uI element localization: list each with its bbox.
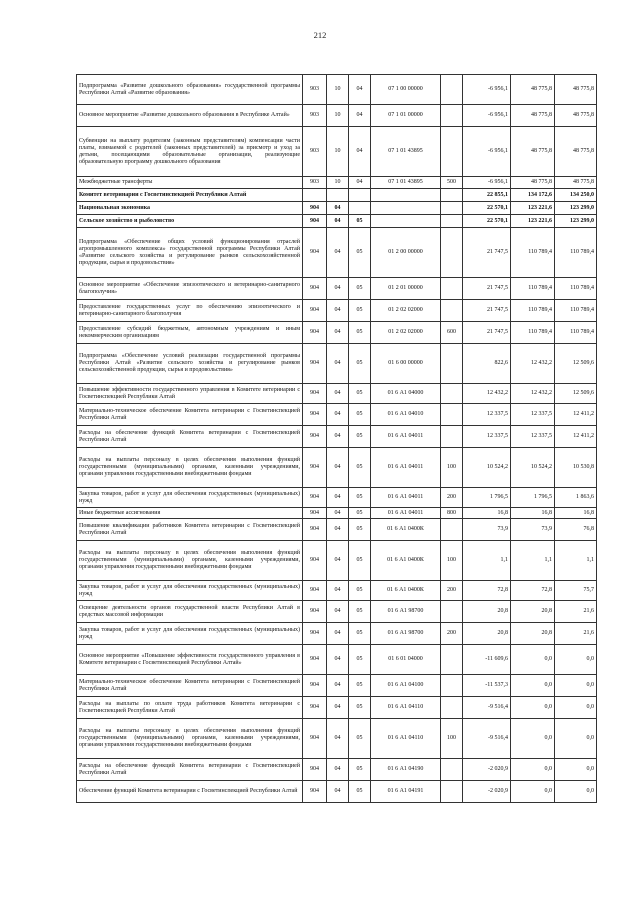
amount-year3-cell: 110 789,4 <box>555 278 597 300</box>
amount-year2-cell: 10 524,2 <box>511 448 555 488</box>
amount-year3-cell: 21,6 <box>555 601 597 623</box>
expense-type-cell <box>441 105 463 127</box>
table-row <box>77 781 597 803</box>
section-code-cell: 04 <box>327 278 349 300</box>
amount-year2-cell: 0,0 <box>511 675 555 697</box>
subsection-code-cell: 05 <box>349 344 371 384</box>
admin-code-cell: 903 <box>303 127 327 177</box>
amount-year3-cell: 110 789,4 <box>555 300 597 322</box>
admin-code-cell: 904 <box>303 519 327 541</box>
subsection-code-cell: 05 <box>349 519 371 541</box>
admin-code-cell: 903 <box>303 75 327 105</box>
amount-year1-cell: 21 747,5 <box>463 278 511 300</box>
amount-year2-cell: 110 789,4 <box>511 278 555 300</box>
amount-year1-cell: -11 537,3 <box>463 675 511 697</box>
expense-type-cell <box>441 426 463 448</box>
expense-type-cell <box>441 202 463 215</box>
expense-type-cell <box>441 215 463 228</box>
amount-year2-cell: 48 775,8 <box>511 75 555 105</box>
amount-year2-cell: 0,0 <box>511 645 555 675</box>
amount-year1-cell: 16,8 <box>463 508 511 519</box>
admin-code-cell: 904 <box>303 202 327 215</box>
amount-year2-cell: 1,1 <box>511 541 555 581</box>
subsection-code-cell: 05 <box>349 781 371 803</box>
table-row <box>77 623 597 645</box>
amount-year1-cell: 20,8 <box>463 623 511 645</box>
amount-year3-cell: 0,0 <box>555 781 597 803</box>
amount-year3-cell: 1 863,6 <box>555 488 597 508</box>
table-row <box>77 384 597 404</box>
row-name-cell: Предоставление государственных услуг по обеспечению эпизоотического и ветеринарно-санитарного благополучия <box>77 300 303 322</box>
target-article-cell: 01 6 А1 04010 <box>371 404 441 426</box>
section-code-cell: 10 <box>327 127 349 177</box>
admin-code-cell: 904 <box>303 759 327 781</box>
amount-year2-cell: 72,8 <box>511 581 555 601</box>
target-article-cell: 01 6 01 04000 <box>371 645 441 675</box>
section-code-cell: 04 <box>327 623 349 645</box>
admin-code-cell: 904 <box>303 675 327 697</box>
admin-code-cell: 904 <box>303 278 327 300</box>
section-code-cell: 04 <box>327 322 349 344</box>
amount-year2-cell: 48 775,8 <box>511 105 555 127</box>
table-row <box>77 404 597 426</box>
section-code-cell: 04 <box>327 215 349 228</box>
admin-code-cell: 904 <box>303 645 327 675</box>
admin-code-cell: 904 <box>303 581 327 601</box>
amount-year2-cell: 123 221,6 <box>511 215 555 228</box>
row-name-cell: Основное мероприятие «Повышение эффективности государственного управления в Комитете ветеринарии с Госветинспекцией Республики Алтай» <box>77 645 303 675</box>
subsection-code-cell: 05 <box>349 675 371 697</box>
expense-type-cell <box>441 228 463 278</box>
amount-year3-cell: 12 411,2 <box>555 426 597 448</box>
subsection-code-cell: 05 <box>349 488 371 508</box>
table-row <box>77 127 597 177</box>
amount-year1-cell: -9 516,4 <box>463 719 511 759</box>
row-name-cell: Материально-техническое обеспечение Комитета ветеринарии с Госветинспекцией Республики Алтай <box>77 675 303 697</box>
section-code-cell: 04 <box>327 697 349 719</box>
section-code-cell: 04 <box>327 675 349 697</box>
target-article-cell: 01 6 А1 98700 <box>371 623 441 645</box>
amount-year3-cell: 75,7 <box>555 581 597 601</box>
row-name-cell: Иные бюджетные ассигнования <box>77 508 303 519</box>
admin-code-cell: 904 <box>303 215 327 228</box>
target-article-cell: 01 6 А1 04110 <box>371 697 441 719</box>
target-article-cell: 01 6 А1 04011 <box>371 508 441 519</box>
subsection-code-cell: 05 <box>349 581 371 601</box>
amount-year3-cell: 12 509,6 <box>555 384 597 404</box>
admin-code-cell: 904 <box>303 781 327 803</box>
admin-code-cell: 904 <box>303 448 327 488</box>
target-article-cell: 07 1 01 43895 <box>371 177 441 189</box>
section-code-cell: 04 <box>327 781 349 803</box>
admin-code-cell: 904 <box>303 488 327 508</box>
row-name-cell: Освещение деятельности органов государственной власти Республики Алтай в средствах массовой информации <box>77 601 303 623</box>
subsection-code-cell: 05 <box>349 215 371 228</box>
amount-year3-cell: 48 775,8 <box>555 177 597 189</box>
admin-code-cell: 904 <box>303 344 327 384</box>
subsection-code-cell: 05 <box>349 719 371 759</box>
amount-year2-cell: 48 775,8 <box>511 127 555 177</box>
section-code-cell: 04 <box>327 759 349 781</box>
amount-year2-cell: 0,0 <box>511 697 555 719</box>
admin-code-cell: 904 <box>303 322 327 344</box>
amount-year3-cell: 0,0 <box>555 697 597 719</box>
amount-year1-cell: -9 516,4 <box>463 697 511 719</box>
admin-code-cell: 904 <box>303 228 327 278</box>
admin-code-cell: 904 <box>303 541 327 581</box>
amount-year3-cell: 76,8 <box>555 519 597 541</box>
subsection-code-cell <box>349 202 371 215</box>
amount-year2-cell: 110 789,4 <box>511 322 555 344</box>
subsection-code-cell: 05 <box>349 228 371 278</box>
target-article-cell: 01 2 01 00000 <box>371 278 441 300</box>
target-article-cell: 01 6 А1 0400К <box>371 581 441 601</box>
table-row <box>77 278 597 300</box>
amount-year1-cell: -2 020,9 <box>463 759 511 781</box>
row-name-cell: Закупка товаров, работ и услуг для обеспечения государственных (муниципальных) нужд <box>77 623 303 645</box>
amount-year1-cell: 10 524,2 <box>463 448 511 488</box>
amount-year1-cell: -2 020,9 <box>463 781 511 803</box>
expense-type-cell: 600 <box>441 322 463 344</box>
amount-year3-cell: 110 789,4 <box>555 228 597 278</box>
subsection-code-cell: 04 <box>349 127 371 177</box>
amount-year1-cell: 822,6 <box>463 344 511 384</box>
amount-year2-cell: 0,0 <box>511 759 555 781</box>
amount-year2-cell: 0,0 <box>511 719 555 759</box>
target-article-cell: 01 6 А1 0400К <box>371 519 441 541</box>
expense-type-cell: 100 <box>441 448 463 488</box>
amount-year1-cell: 21 747,5 <box>463 322 511 344</box>
amount-year1-cell: 1 796,5 <box>463 488 511 508</box>
target-article-cell: 01 6 А1 04000 <box>371 384 441 404</box>
subsection-code-cell: 05 <box>349 623 371 645</box>
subsection-code-cell: 05 <box>349 278 371 300</box>
section-code-cell: 04 <box>327 508 349 519</box>
table-row <box>77 601 597 623</box>
subsection-code-cell: 04 <box>349 177 371 189</box>
table-row <box>77 645 597 675</box>
amount-year3-cell: 1,1 <box>555 541 597 581</box>
target-article-cell <box>371 215 441 228</box>
expense-type-cell <box>441 781 463 803</box>
amount-year3-cell: 48 775,8 <box>555 127 597 177</box>
row-name-cell: Повышение квалификации работников Комитета ветеринарии с Госветинспекцией Республики Алтай <box>77 519 303 541</box>
table-row <box>77 759 597 781</box>
amount-year1-cell: -6 956,1 <box>463 105 511 127</box>
row-name-cell: Основное мероприятие «Развитие дошкольного образования в Республике Алтай» <box>77 105 303 127</box>
amount-year2-cell: 20,8 <box>511 623 555 645</box>
table-row <box>77 177 597 189</box>
amount-year3-cell: 48 775,8 <box>555 105 597 127</box>
section-code-cell: 04 <box>327 404 349 426</box>
row-name-cell: Повышение эффективности государственного управления в Комитете ветеринарии с Госветинспекцией Республики Алтай <box>77 384 303 404</box>
section-code-cell: 04 <box>327 519 349 541</box>
row-name-cell: Сельское хозяйство и рыболовство <box>77 215 303 228</box>
subsection-code-cell: 05 <box>349 541 371 581</box>
row-name-cell: Межбюджетные трансферты <box>77 177 303 189</box>
amount-year3-cell: 0,0 <box>555 675 597 697</box>
amount-year2-cell: 12 337,5 <box>511 404 555 426</box>
table-row <box>77 426 597 448</box>
target-article-cell: 01 6 А1 04100 <box>371 675 441 697</box>
admin-code-cell: 904 <box>303 508 327 519</box>
admin-code-cell: 904 <box>303 404 327 426</box>
target-article-cell: 01 6 А1 04190 <box>371 759 441 781</box>
amount-year3-cell: 123 299,0 <box>555 202 597 215</box>
section-code-cell: 04 <box>327 448 349 488</box>
admin-code-cell: 904 <box>303 697 327 719</box>
subsection-code-cell: 05 <box>349 404 371 426</box>
amount-year3-cell: 12 509,6 <box>555 344 597 384</box>
expense-type-cell: 200 <box>441 581 463 601</box>
admin-code-cell: 904 <box>303 601 327 623</box>
expense-type-cell <box>441 645 463 675</box>
section-code-cell: 04 <box>327 300 349 322</box>
amount-year2-cell: 12 337,5 <box>511 426 555 448</box>
amount-year1-cell: 22 570,1 <box>463 215 511 228</box>
target-article-cell <box>371 202 441 215</box>
expense-type-cell: 200 <box>441 488 463 508</box>
amount-year3-cell: 10 530,8 <box>555 448 597 488</box>
table-row <box>77 202 597 215</box>
row-name-cell: Расходы на выплаты по оплате труда работников Комитета ветеринарии с Госветинспекцией Республики Алтай <box>77 697 303 719</box>
expense-type-cell <box>441 300 463 322</box>
target-article-cell: 07 1 00 00000 <box>371 75 441 105</box>
amount-year1-cell: 21 747,5 <box>463 300 511 322</box>
row-name-cell: Расходы на выплаты персоналу в целях обеспечения выполнения функций государственными (муниципальными) органами, казенными учреждениями, органами управления государственными внебюджетными фондами <box>77 448 303 488</box>
expense-type-cell: 800 <box>441 508 463 519</box>
expense-type-cell <box>441 404 463 426</box>
expense-type-cell <box>441 127 463 177</box>
table-row <box>77 189 597 202</box>
target-article-cell: 01 2 02 02000 <box>371 322 441 344</box>
target-article-cell: 01 6 А1 98700 <box>371 601 441 623</box>
section-code-cell: 04 <box>327 384 349 404</box>
amount-year3-cell: 0,0 <box>555 645 597 675</box>
amount-year3-cell: 48 775,8 <box>555 75 597 105</box>
section-code-cell: 10 <box>327 75 349 105</box>
section-code-cell: 04 <box>327 645 349 675</box>
table-row <box>77 215 597 228</box>
amount-year2-cell: 12 432,2 <box>511 344 555 384</box>
amount-year2-cell: 110 789,4 <box>511 228 555 278</box>
amount-year1-cell: 22 570,1 <box>463 202 511 215</box>
expense-type-cell <box>441 759 463 781</box>
target-article-cell: 01 6 А1 04110 <box>371 719 441 759</box>
subsection-code-cell: 05 <box>349 426 371 448</box>
amount-year1-cell: 1,1 <box>463 541 511 581</box>
section-code-cell: 04 <box>327 719 349 759</box>
amount-year1-cell: 73,9 <box>463 519 511 541</box>
amount-year2-cell: 123 221,6 <box>511 202 555 215</box>
table-row <box>77 448 597 488</box>
amount-year3-cell: 110 789,4 <box>555 322 597 344</box>
expense-type-cell <box>441 189 463 202</box>
amount-year2-cell: 1 796,5 <box>511 488 555 508</box>
subsection-code-cell: 05 <box>349 300 371 322</box>
admin-code-cell <box>303 189 327 202</box>
section-code-cell: 04 <box>327 344 349 384</box>
expense-type-cell <box>441 384 463 404</box>
expense-type-cell: 200 <box>441 623 463 645</box>
amount-year3-cell: 12 411,2 <box>555 404 597 426</box>
table-row <box>77 581 597 601</box>
amount-year2-cell: 110 789,4 <box>511 300 555 322</box>
amount-year3-cell: 0,0 <box>555 719 597 759</box>
expense-type-cell <box>441 675 463 697</box>
amount-year2-cell: 134 172,6 <box>511 189 555 202</box>
subsection-code-cell: 05 <box>349 508 371 519</box>
table-row <box>77 719 597 759</box>
table-row <box>77 300 597 322</box>
section-code-cell: 04 <box>327 202 349 215</box>
target-article-cell: 01 6 А1 04011 <box>371 448 441 488</box>
table-row <box>77 75 597 105</box>
admin-code-cell: 904 <box>303 719 327 759</box>
row-name-cell: Обеспечение функций Комитета ветеринарии с Госветинспекцией Республики Алтай <box>77 781 303 803</box>
budget-table-body <box>77 75 597 803</box>
section-code-cell <box>327 189 349 202</box>
row-name-cell: Предоставление субсидий бюджетным, автономным учреждениям и иным некоммерческим организациям <box>77 322 303 344</box>
amount-year1-cell: 12 432,2 <box>463 384 511 404</box>
row-name-cell: Комитет ветеринарии с Госветинспекцией Республики Алтай <box>77 189 303 202</box>
row-name-cell: Основное мероприятие «Обеспечение эпизоотического и ветеринарно-санитарного благополучия» <box>77 278 303 300</box>
admin-code-cell: 904 <box>303 426 327 448</box>
amount-year3-cell: 134 250,0 <box>555 189 597 202</box>
amount-year2-cell: 48 775,8 <box>511 177 555 189</box>
amount-year3-cell: 16,8 <box>555 508 597 519</box>
budget-table <box>76 74 597 803</box>
amount-year2-cell: 0,0 <box>511 781 555 803</box>
amount-year1-cell: 72,8 <box>463 581 511 601</box>
row-name-cell: Расходы на обеспечение функций Комитета ветеринарии с Госветинспекцией Республики Алтай <box>77 759 303 781</box>
table-row <box>77 519 597 541</box>
admin-code-cell: 904 <box>303 384 327 404</box>
subsection-code-cell: 04 <box>349 105 371 127</box>
section-code-cell: 10 <box>327 105 349 127</box>
subsection-code-cell: 05 <box>349 759 371 781</box>
expense-type-cell: 500 <box>441 177 463 189</box>
table-row <box>77 344 597 384</box>
admin-code-cell: 904 <box>303 623 327 645</box>
expense-type-cell <box>441 75 463 105</box>
amount-year1-cell: -6 956,1 <box>463 177 511 189</box>
row-name-cell: Национальная экономика <box>77 202 303 215</box>
table-row <box>77 697 597 719</box>
amount-year1-cell: -11 609,6 <box>463 645 511 675</box>
subsection-code-cell: 05 <box>349 448 371 488</box>
subsection-code-cell: 05 <box>349 601 371 623</box>
amount-year1-cell: -6 956,1 <box>463 75 511 105</box>
row-name-cell: Подпрограмма «Развитие дошкольного образования» государственной программы Республики Алтай «Развитие образования» <box>77 75 303 105</box>
row-name-cell: Расходы на выплаты персоналу в целях обеспечения выполнения функций государственными (муниципальными) органами, казенными учреждениями, органами управления государственными внебюджетными фондами <box>77 719 303 759</box>
target-article-cell: 01 6 А1 04011 <box>371 426 441 448</box>
table-row <box>77 541 597 581</box>
amount-year3-cell: 21,6 <box>555 623 597 645</box>
amount-year1-cell: 20,8 <box>463 601 511 623</box>
row-name-cell: Субвенции на выплату родителям (законным представителям) компенсации части платы, взимаемой с родителей (законных представителей) за присмотр и уход за детьми, посещающими образовательные организации, реализующие образовательную программу дошкольного образования <box>77 127 303 177</box>
amount-year2-cell: 16,8 <box>511 508 555 519</box>
expense-type-cell <box>441 344 463 384</box>
section-code-cell: 04 <box>327 426 349 448</box>
table-row <box>77 488 597 508</box>
expense-type-cell <box>441 519 463 541</box>
subsection-code-cell: 05 <box>349 645 371 675</box>
expense-type-cell <box>441 601 463 623</box>
target-article-cell: 01 6 А1 04191 <box>371 781 441 803</box>
section-code-cell: 04 <box>327 601 349 623</box>
row-name-cell: Материально-техническое обеспечение Комитета ветеринарии с Госветинспекцией Республики Алтай <box>77 404 303 426</box>
row-name-cell: Расходы на выплаты персоналу в целях обеспечения выполнения функций государственными (муниципальными) органами, казенными учреждениями, органами управления государственными внебюджетными фондами <box>77 541 303 581</box>
subsection-code-cell: 04 <box>349 75 371 105</box>
amount-year2-cell: 12 432,2 <box>511 384 555 404</box>
table-row <box>77 322 597 344</box>
page-number: 212 <box>313 30 327 40</box>
subsection-code-cell: 05 <box>349 697 371 719</box>
expense-type-cell: 100 <box>441 719 463 759</box>
section-code-cell: 04 <box>327 581 349 601</box>
section-code-cell: 04 <box>327 228 349 278</box>
target-article-cell: 07 1 01 43895 <box>371 127 441 177</box>
target-article-cell: 01 2 02 02000 <box>371 300 441 322</box>
subsection-code-cell: 05 <box>349 322 371 344</box>
row-name-cell: Расходы на обеспечение функций Комитета ветеринарии с Госветинспекцией Республики Алтай <box>77 426 303 448</box>
row-name-cell: Закупка товаров, работ и услуг для обеспечения государственных (муниципальных) нужд <box>77 488 303 508</box>
target-article-cell <box>371 189 441 202</box>
table-row <box>77 508 597 519</box>
admin-code-cell: 903 <box>303 105 327 127</box>
row-name-cell: Подпрограмма «Обеспечение общих условий функционирования отраслей агропромышленного комплекса» государственной программы Республики Алтай «Развитие сельского хозяйства и регулирование рынков сельскохозяйственной продукции, сырья и продовольствия» <box>77 228 303 278</box>
expense-type-cell <box>441 697 463 719</box>
section-code-cell: 10 <box>327 177 349 189</box>
section-code-cell: 04 <box>327 488 349 508</box>
table-row <box>77 675 597 697</box>
target-article-cell: 01 6 А1 04011 <box>371 488 441 508</box>
target-article-cell: 01 6 00 00000 <box>371 344 441 384</box>
amount-year1-cell: 12 337,5 <box>463 404 511 426</box>
section-code-cell: 04 <box>327 541 349 581</box>
table-row <box>77 228 597 278</box>
amount-year1-cell: 22 855,1 <box>463 189 511 202</box>
admin-code-cell: 903 <box>303 177 327 189</box>
amount-year2-cell: 20,8 <box>511 601 555 623</box>
amount-year2-cell: 73,9 <box>511 519 555 541</box>
row-name-cell: Закупка товаров, работ и услуг для обеспечения государственных (муниципальных) нужд <box>77 581 303 601</box>
target-article-cell: 01 6 А1 0400К <box>371 541 441 581</box>
expense-type-cell <box>441 278 463 300</box>
amount-year1-cell: -6 956,1 <box>463 127 511 177</box>
subsection-code-cell <box>349 189 371 202</box>
target-article-cell: 07 1 01 00000 <box>371 105 441 127</box>
table-row <box>77 105 597 127</box>
amount-year1-cell: 12 337,5 <box>463 426 511 448</box>
amount-year1-cell: 21 747,5 <box>463 228 511 278</box>
subsection-code-cell: 05 <box>349 384 371 404</box>
expense-type-cell: 100 <box>441 541 463 581</box>
amount-year3-cell: 0,0 <box>555 759 597 781</box>
admin-code-cell: 904 <box>303 300 327 322</box>
target-article-cell: 01 2 00 00000 <box>371 228 441 278</box>
amount-year3-cell: 123 299,0 <box>555 215 597 228</box>
row-name-cell: Подпрограмма «Обеспечение условий реализации государственной программы Республики Алтай «Развитие сельского хозяйства и регулирование рынков сельскохозяйственной продукции, сырья и продовольствия» <box>77 344 303 384</box>
